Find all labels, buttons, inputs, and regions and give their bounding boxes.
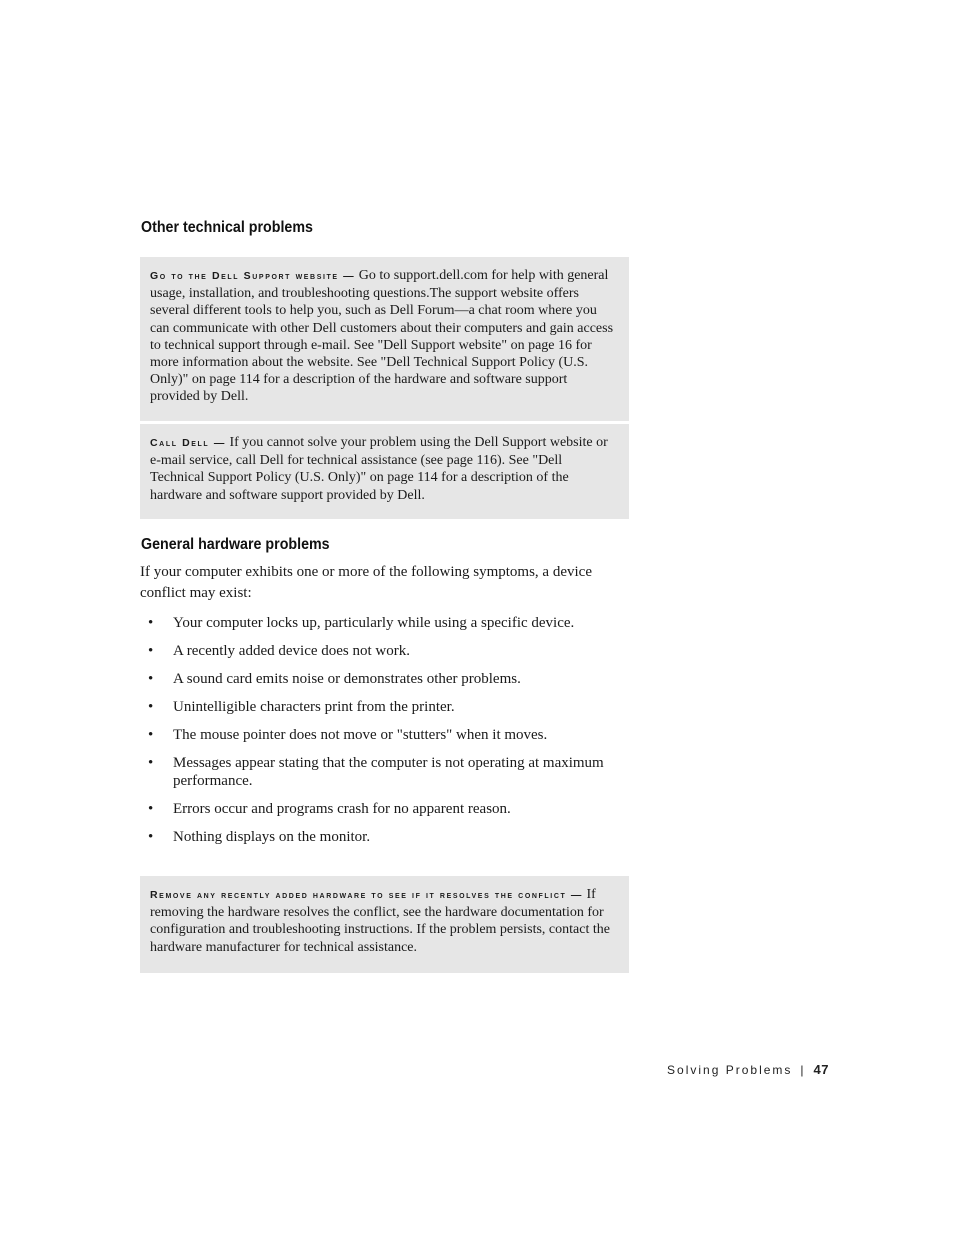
- bullet-icon: •: [148, 699, 154, 715]
- support-website-link[interactable]: support.dell.com: [393, 268, 488, 283]
- list-item: [140, 698, 630, 716]
- tip-box-remove-hardware: [140, 876, 629, 973]
- list-item: [140, 800, 630, 818]
- bullet-icon: •: [148, 643, 154, 659]
- section-heading-general-hardware-problems: General hardware problems: [141, 536, 330, 553]
- tip-box-call-dell: [140, 424, 629, 519]
- list-item: [140, 754, 630, 790]
- list-item-text: Nothing displays on the monitor.: [173, 829, 371, 845]
- list-item-text: A recently added device does not work.: [173, 643, 411, 659]
- tip-box-dell-support-website: [140, 257, 629, 421]
- list-item-text: A sound card emits noise or demonstrates other problems.: [173, 671, 521, 687]
- tip-text: for help with general usage, installation, and troubleshooting questions.The support website offers several different tools to help you, such as Dell Forum—a chat room where you can communicate with other Dell customers about their computers and gain access to technical support through e-mail. See "Dell Support website" on page 16 for more information about the website. See "Dell Technical Support Policy (U.S. Only)" on page 114 for a description of the hardware and software support provided by Dell.: [150, 268, 614, 405]
- bullet-icon: •: [148, 755, 154, 771]
- list-item: [140, 828, 630, 846]
- footer-section-title: Solving Problems: [667, 1063, 793, 1077]
- tip-lead: Remove any recently added hardware to see if it resolves the conflict —: [150, 889, 583, 901]
- symptom-list: [140, 614, 630, 856]
- bullet-icon: •: [148, 615, 154, 631]
- list-item-text: Errors occur and programs crash for no apparent reason.: [173, 801, 511, 817]
- tip-lead: Call Dell —: [150, 437, 226, 449]
- tip-text: If you cannot solve your problem using the Dell Support website or e-mail service, call Dell for technical assistance (see page 116). See "Dell Technical Support Policy (U.S. Only)" on page 114 for a description of the hardware and software support provided by Dell.: [150, 435, 608, 503]
- tip-text: If removing the hardware resolves the conflict, see the hardware documentation for configuration and troubleshooting instructions. If the problem persists, contact the hardware manufacturer for technical assistance.: [150, 887, 610, 955]
- list-item: [140, 726, 630, 744]
- bullet-icon: •: [148, 727, 154, 743]
- list-item-text: Messages appear stating that the computer is not operating at maximum performance.: [173, 755, 604, 789]
- tip-text-before-link: Go to: [358, 268, 394, 283]
- list-item: [140, 642, 630, 660]
- list-item: [140, 614, 630, 632]
- intro-paragraph: If your computer exhibits one or more of the following symptoms, a device conflict may exist:: [140, 564, 592, 601]
- bullet-icon: •: [148, 671, 154, 687]
- list-item-text: The mouse pointer does not move or "stutters" when it moves.: [173, 727, 548, 743]
- footer-separator: |: [800, 1063, 804, 1077]
- bullet-icon: •: [148, 829, 154, 845]
- tip-lead: Go to the Dell Support website —: [150, 270, 356, 282]
- list-item-text: Unintelligible characters print from the printer.: [173, 699, 455, 715]
- section-heading-other-technical-problems: Other technical problems: [141, 219, 313, 236]
- page-footer: [667, 1062, 829, 1077]
- list-item: [140, 670, 630, 688]
- bullet-icon: •: [148, 801, 154, 817]
- page-number: 47: [813, 1062, 829, 1077]
- list-item-text: Your computer locks up, particularly while using a specific device.: [173, 615, 575, 631]
